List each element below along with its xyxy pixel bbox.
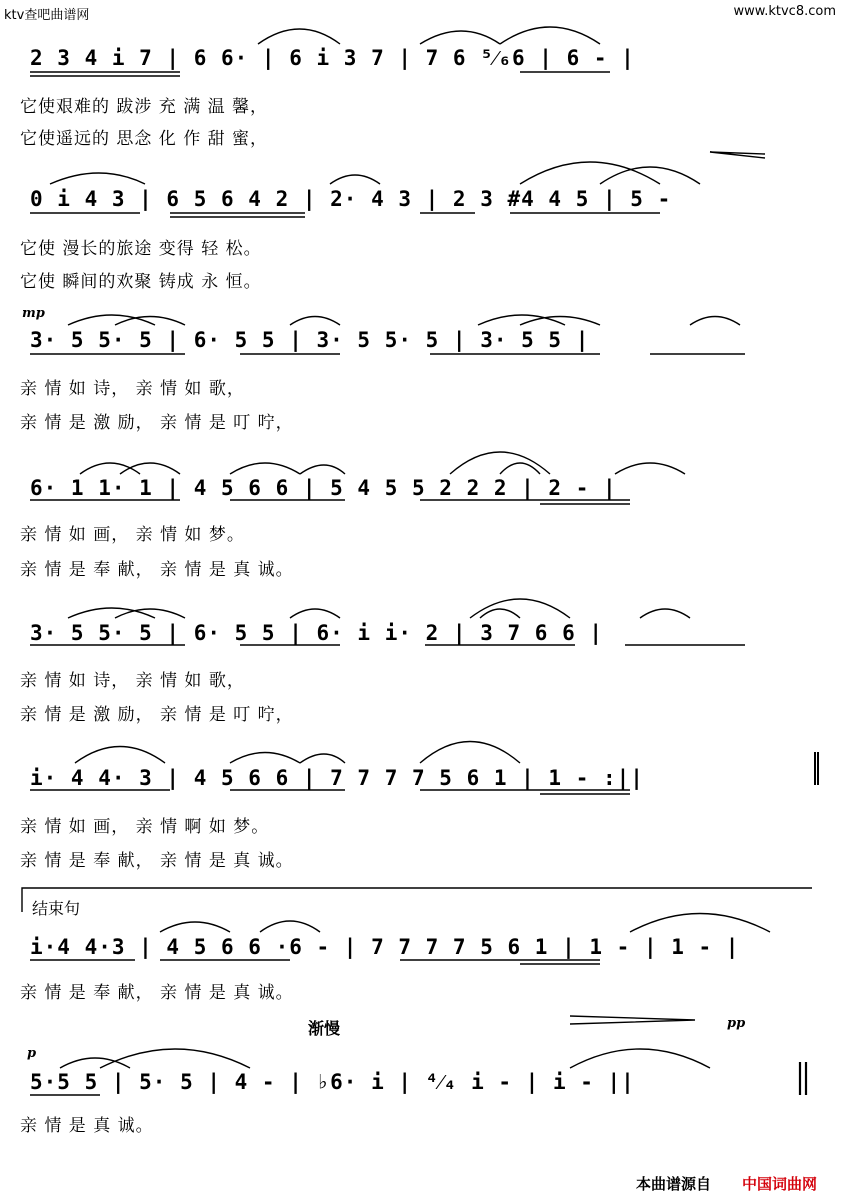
lyric-row-1-verse-2: 它使遥远的 思念 化 作 甜 蜜， <box>20 129 269 149</box>
lyric-row-8: 亲 情 是 真 诚。 <box>20 1116 154 1136</box>
slur <box>420 742 520 764</box>
slur <box>290 609 340 618</box>
slur <box>300 754 345 763</box>
ending-label: 结束句 <box>32 899 81 918</box>
header-site-url: www.ktvc8.com <box>733 4 836 19</box>
lyric-row-3-verse-1: 亲 情 如 诗， 亲 情 如 歌， <box>20 379 245 399</box>
slur <box>470 599 570 618</box>
notation-row-1: 2 3 4 i 7 | 6 6· | 6 i 3 7 | 7 6 ⁵⁄₆6 | 6 - | <box>30 46 635 70</box>
decrescendo-hairpin <box>710 152 765 158</box>
footer-source-label: 本曲谱源自 <box>636 1175 712 1193</box>
notation-row-8: 5·5 5 | 5· 5 | 4 - | ♭6· i | ⁴⁄₄ i - | i - || <box>30 1070 635 1094</box>
notation-row-5: 3· 5 5· 5 | 6· 5 5 | 6· i i· 2 | 3 7 6 6 | <box>30 621 604 645</box>
lyric-row-6-verse-1: 亲 情 如 画， 亲 情 啊 如 梦。 <box>20 817 270 837</box>
slur <box>80 463 140 474</box>
slur <box>500 27 600 44</box>
slur <box>520 317 600 326</box>
slur <box>258 29 340 44</box>
slur <box>75 747 165 764</box>
slur <box>160 922 230 932</box>
slur <box>330 175 380 184</box>
slur <box>520 162 660 184</box>
slur <box>480 609 520 618</box>
slur <box>630 914 770 933</box>
final-barline <box>800 1062 806 1095</box>
slur <box>690 317 740 326</box>
lyric-row-4-verse-1: 亲 情 如 画， 亲 情 如 梦。 <box>20 525 245 545</box>
lyric-row-6-verse-2: 亲 情 是 奉 献， 亲 情 是 真 诚。 <box>20 851 294 871</box>
beam-underline <box>30 960 600 964</box>
slur <box>500 463 540 474</box>
slur <box>115 609 185 618</box>
dynamic-p: p <box>27 1046 37 1061</box>
dynamic-mp: mp <box>22 306 45 321</box>
lyric-row-4-verse-2: 亲 情 是 奉 献， 亲 情 是 真 诚。 <box>20 560 294 580</box>
slur <box>615 463 685 474</box>
slur <box>260 921 320 932</box>
slur <box>230 753 300 764</box>
notation-row-3: 3· 5 5· 5 | 6· 5 5 | 3· 5 5· 5 | 3· 5 5 | <box>30 328 590 352</box>
slur <box>420 31 500 44</box>
notation-row-6: i· 4 4· 3 | 4 5 6 6 | 7 7 7 7 5 6 1 | 1 - :|| <box>30 766 644 790</box>
lyric-row-1-verse-1: 它使艰难的 跋涉 充 满 温 馨， <box>20 97 269 117</box>
lyric-row-2-verse-2: 它使 瞬间的欢聚 铸成 永 恒。 <box>20 272 262 292</box>
beam-underline <box>30 790 630 794</box>
slur <box>450 452 550 474</box>
beam-underline <box>30 500 630 504</box>
header-site-name: ktv查吧曲谱网 <box>4 8 90 23</box>
lyric-row-7: 亲 情 是 奉 献， 亲 情 是 真 诚。 <box>20 983 294 1003</box>
footer-source-site: 中国词曲网 <box>742 1175 818 1193</box>
slur <box>50 173 145 184</box>
slur <box>640 609 690 618</box>
lyric-row-5-verse-2: 亲 情 是 激 励， 亲 情 是 叮 咛， <box>20 705 294 725</box>
slur <box>290 317 340 326</box>
notation-row-7: i·4 4·3 | 4 5 6 6 ·6 - | 7 7 7 7 5 6 1 | 1 - | 1 - | <box>30 935 740 959</box>
tempo-label-ritardando: 渐慢 <box>308 1019 341 1038</box>
dynamic-pp: pp <box>727 1016 746 1031</box>
lyric-row-5-verse-1: 亲 情 如 诗， 亲 情 如 歌， <box>20 671 245 691</box>
slur <box>300 465 345 474</box>
slur <box>570 1049 710 1068</box>
notation-row-4: 6· 1 1· 1 | 4 5 6 6 | 5 4 5 5 2 2 2 | 2 - | <box>30 476 617 500</box>
lyric-row-2-verse-1: 它使 漫长的旅途 变得 轻 松。 <box>20 239 262 259</box>
notation-row-2: 0 i 4 3 | 6 5 6 4 2 | 2· 4 3 | 2 3 #4 4 5 | 5 - <box>30 187 672 211</box>
slur <box>230 463 300 474</box>
lyric-row-3-verse-2: 亲 情 是 激 励， 亲 情 是 叮 咛， <box>20 413 294 433</box>
slur <box>100 1049 250 1068</box>
beam-underline <box>30 213 660 217</box>
ending-bracket <box>22 888 812 912</box>
slur <box>115 317 185 326</box>
slur <box>120 463 180 474</box>
slur <box>600 167 700 184</box>
decrescendo-hairpin <box>570 1016 695 1024</box>
repeat-barline <box>815 752 818 785</box>
beam-underline <box>30 72 610 76</box>
